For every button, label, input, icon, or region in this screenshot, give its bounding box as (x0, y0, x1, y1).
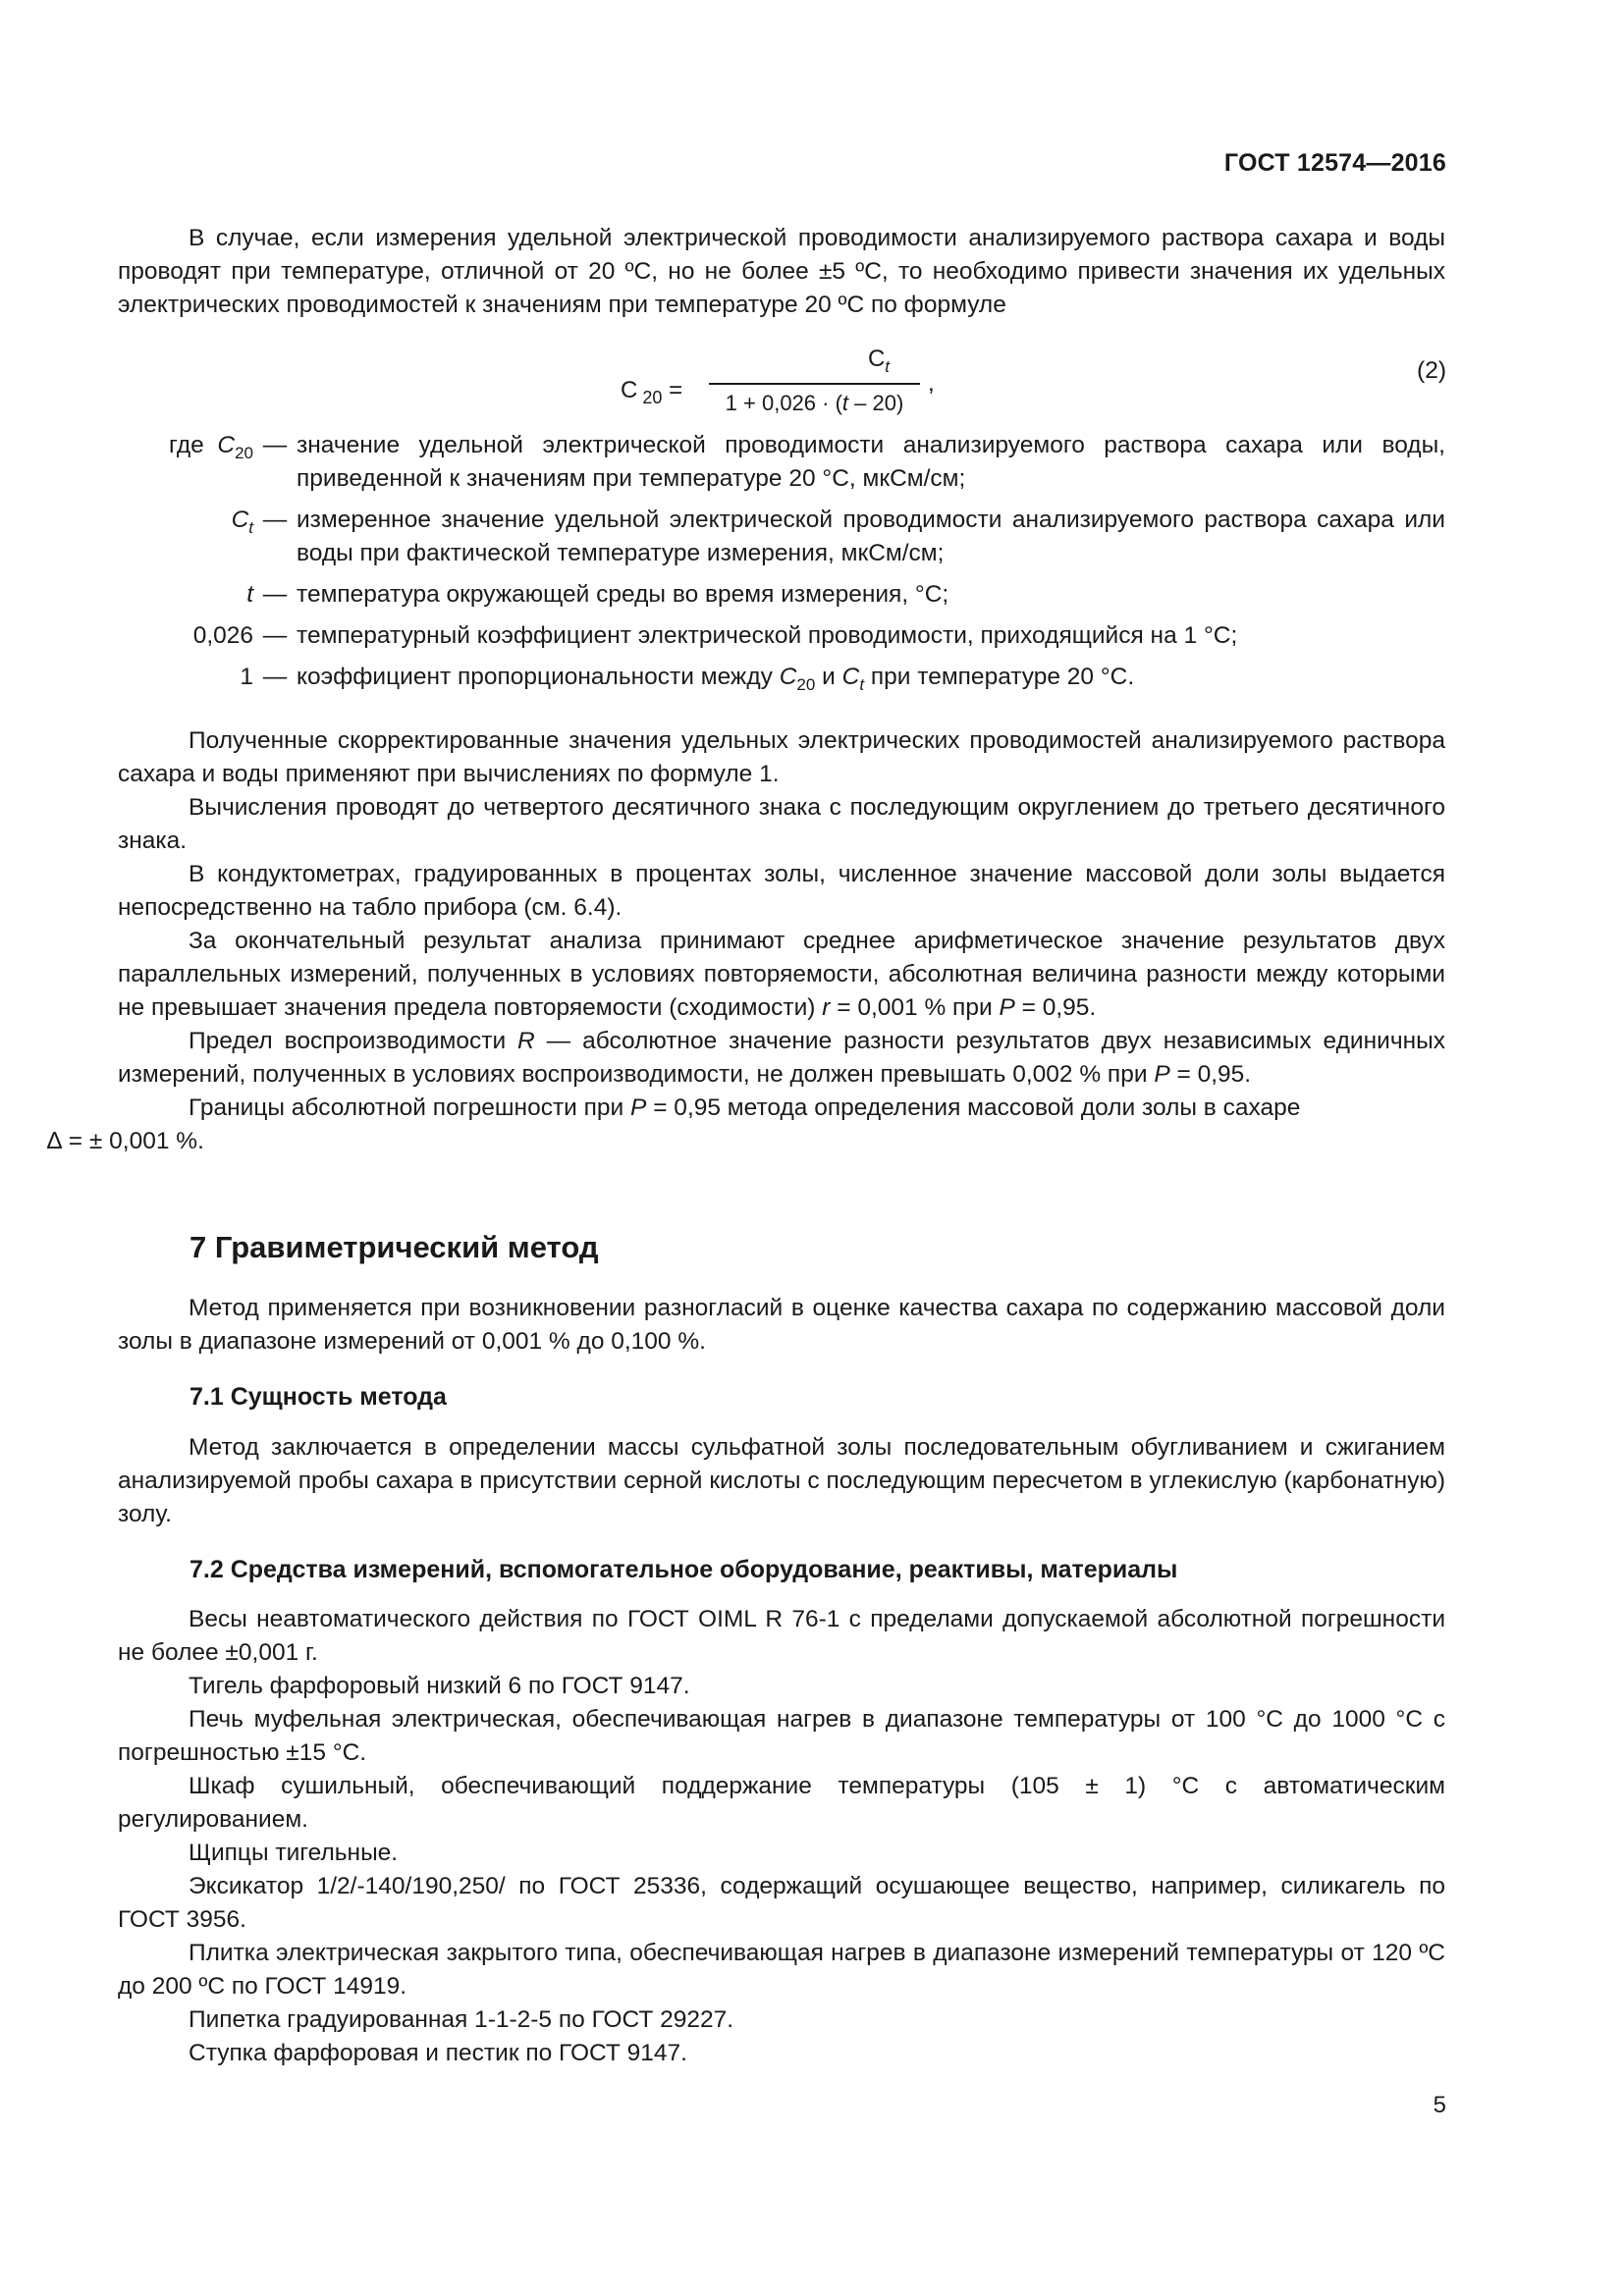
paragraph: Границы абсолютной погрешности при P = 0,95 метода определения массовой доли золы в сахаре ∆ = ± 0,001 %. (47, 1095, 1301, 1154)
formula-denominator: 1 + 0,026 · (t – 20) (725, 391, 904, 415)
paragraph: В кондуктометрах, градуированных в процентах золы, численное значение массовой доли золы выдается непосредственно на табло прибора (см. 6.4). (118, 861, 1445, 921)
paragraph: Предел воспроизводимости R — абсолютное значение разности результатов двух независимых единичных измерений, полученных в условиях воспроизводимости, не должен превышать 0,002 % при P = 0,95. (118, 1028, 1445, 1088)
section-7-text: Метод применяется при возникновении разногласий в оценке качества сахара по содержанию массовой доли золы в диапазоне измерений от 0,001 % до 0,100 %. (118, 1295, 1445, 1355)
formula-numerator: $C_t$ (867, 346, 891, 376)
paragraph: Вычисления проводят до четвертого десятичного знака с последующим округлением до третьего десятичного знака. (118, 794, 1445, 854)
formula-2 (589, 346, 982, 424)
list-item: Эксикатор 1/2/-140/190,250/ по ГОСТ 25336, содержащий осушающее вещество, например, силикагель по ГОСТ 3956. (118, 1873, 1445, 1933)
section-7-1-text: Метод заключается в определении массы сульфатной золы последовательным обугливанием и сжиганием анализируемой пробы сахара в присутствии серной кислоты с последующим пересчетом в углекислую (карбонатную) золу. (118, 1434, 1445, 1527)
formula-lhs: C $_{20}$ = (621, 377, 683, 407)
page-number: 5 (1433, 2092, 1446, 2118)
list-item: Весы неавтоматического действия по ГОСТ OIML R 76-1 с пределами допускаемой абсолютной погрешности не более ±0,001 г. (118, 1606, 1445, 1666)
paragraph: Полученные скорректированные значения удельных электрических проводимостей анализируемого раствора сахара и воды применяют при вычислениях по формуле 1. (118, 727, 1445, 787)
list-item: Тигель фарфоровый низкий 6 по ГОСТ 9147. (189, 1673, 690, 1699)
list-item: Щипцы тигельные. (189, 1840, 399, 1866)
section-7-1-title: 7.1 Сущность метода (189, 1383, 447, 1411)
equation-number: (2) (1417, 357, 1446, 384)
list-item: Плитка электрическая закрытого типа, обеспечивающая нагрев в диапазоне измерений температуры от 120 ºС до 200 ºС по ГОСТ 14919. (118, 1940, 1445, 2000)
definition-one: 1 — коэффициент пропорциональности между $C_{20}$ и $C_t$ при температуре 20 °С. (240, 664, 1135, 694)
definition-c20: где $C_{20}$ — значение удельной электрической проводимости анализируемого раствора сахара или воды, приведенной к значениям при температуре 20 °С, мкСм/см; (168, 432, 1445, 492)
fraction-bar (709, 383, 920, 385)
results-block (47, 724, 1445, 1158)
definition-ct: $C_t$ — измеренное значение удельной электрической проводимости анализируемого раствора сахара или воды при фактической температуре измерения, мкСм/см; (231, 507, 1445, 566)
variable-definitions (108, 429, 1445, 710)
section-7-2-title: 7.2 Средства измерений, вспомогательное оборудование, реактивы, материалы (189, 1556, 1178, 1583)
document-standard-header: ГОСТ 12574—2016 (1223, 149, 1446, 177)
list-item: Шкаф сушильный, обеспечивающий поддержание температуры (105 ± 1) °С с автоматическим регулированием. (118, 1773, 1445, 1833)
formula-comma: , (928, 370, 935, 397)
equipment-list (118, 1603, 1445, 2070)
list-item: Ступка фарфоровая и пестик по ГОСТ 9147. (189, 2040, 687, 2066)
definition-coefficient: 0,026 — температурный коэффициент электрической проводимости, приходящийся на 1 °С; (192, 622, 1238, 649)
intro-paragraph: В случае, если измерения удельной электрической проводимости анализируемого раствора сахара и воды проводят при температуре, отличной от 20 ºС, но не более ±5 ºС, то необходимо привести значения их удельных электрических проводимостей к значениям при температуре 20 ºС по формуле (118, 225, 1445, 318)
paragraph: За окончательный результат анализа принимают среднее арифметическое значение результатов двух параллельных измерений, полученных в условиях повторяемости, абсолютная величина разности между которыми не превышает значения предела повторяемости (сходимости) r = 0,001 % при P = 0,95. (118, 928, 1445, 1021)
list-item: Печь муфельная электрическая, обеспечивающая нагрев в диапазоне температуры от 100 °С до 1000 °С с погрешностью ±15 °С. (118, 1706, 1445, 1766)
definition-t: t — температура окружающей среды во время измерения, °С; (246, 581, 949, 608)
list-item: Пипетка градуированная 1-1-2-5 по ГОСТ 29227. (189, 2006, 734, 2033)
section-7-title: 7 Гравиметрический метод (189, 1230, 599, 1264)
